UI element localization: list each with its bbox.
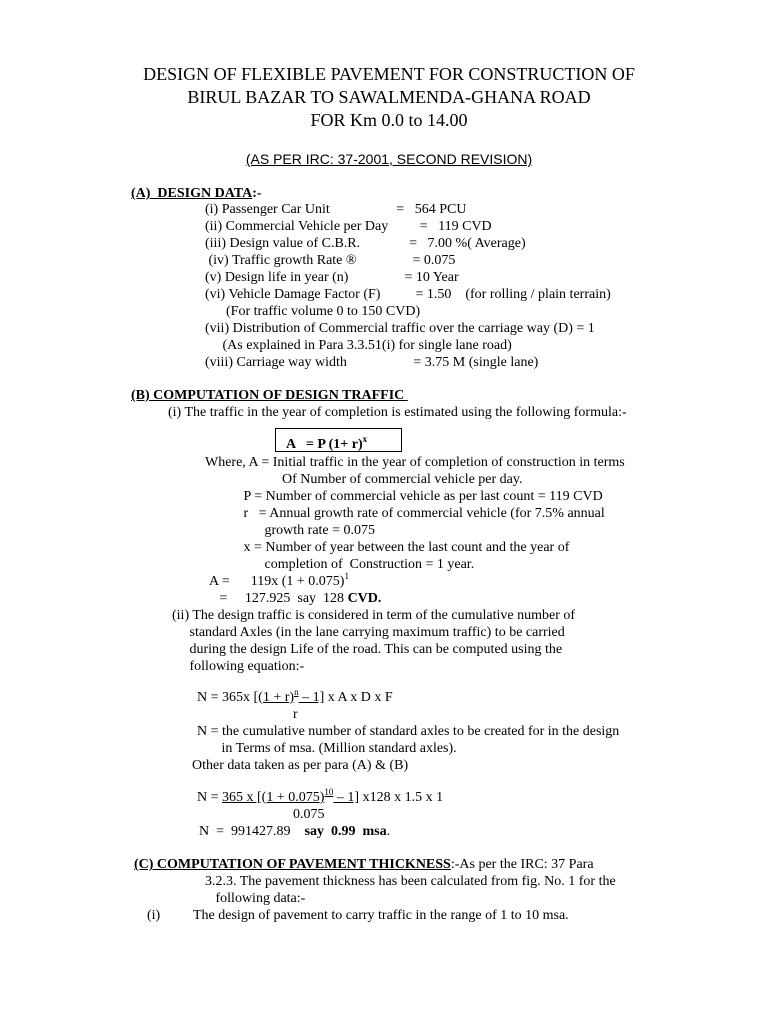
page-title-line-1: DESIGN OF FLEXIBLE PAVEMENT FOR CONSTRUCTION OF bbox=[143, 64, 635, 84]
traffic-formula-exponent: x bbox=[362, 434, 368, 444]
design-data-row: (As explained in Para 3.3.51(i) for single lane road) bbox=[205, 338, 512, 353]
section-c-item-text: The design of pavement to carry traffic in the range of 1 to 10 msa. bbox=[193, 908, 569, 923]
section-c-heading-text: (C) COMPUTATION OF PAVEMENT THICKNESS bbox=[134, 857, 451, 872]
calc-line-1-text: A = 119x (1 + 0.075) bbox=[209, 574, 345, 589]
axle-calculation bbox=[197, 787, 444, 806]
where-line: Of Number of commercial vehicle per day. bbox=[205, 472, 523, 487]
design-data-row: (For traffic volume 0 to 150 CVD) bbox=[205, 304, 421, 319]
traffic-formula-text: A = P (1+ r) bbox=[286, 437, 363, 452]
axle-equation-denominator: r bbox=[293, 707, 298, 722]
design-data-row: (vii) Distribution of Commercial traffic over the carriage way (D) = 1 bbox=[205, 321, 595, 336]
axle-result-msa: say 0.99 msa bbox=[304, 824, 387, 839]
where-line: completion of Construction = 1 year. bbox=[205, 557, 475, 572]
para-ii-line: standard Axles (in the lane carrying maximum traffic) to be carried bbox=[172, 625, 565, 640]
calc-line-2-text: = 127.925 say 128 bbox=[209, 591, 348, 606]
design-data-row: (i) Passenger Car Unit = 564 PCU bbox=[205, 202, 467, 217]
axle-calculation-prefix: N = bbox=[197, 790, 223, 805]
page-title-line-2: BIRUL BAZAR TO SAWALMENDA-GHANA ROAD bbox=[187, 87, 591, 107]
section-c-line-3: following data:- bbox=[205, 891, 306, 906]
section-a-heading-text: (A) DESIGN DATA bbox=[131, 186, 253, 201]
n-definition-line-1: N = the cumulative number of standard axles to be created for in the design bbox=[197, 724, 620, 739]
where-line: growth rate = 0.075 bbox=[205, 523, 376, 538]
axle-calculation-denominator: 0.075 bbox=[293, 807, 325, 822]
axle-calculation-suffix: x128 x 1.5 x 1 bbox=[359, 790, 444, 805]
section-b-intro: (i) The traffic in the year of completion is estimated using the following formula:- bbox=[168, 405, 627, 420]
where-line: Where, A = Initial traffic in the year of completion of construction in terms bbox=[205, 455, 625, 470]
axle-result bbox=[199, 824, 390, 840]
section-c-item-number: (i) bbox=[147, 908, 161, 923]
axle-equation-exponent: n bbox=[294, 687, 299, 697]
design-data-row: (viii) Carriage way width = 3.75 M (single lane) bbox=[205, 355, 539, 370]
axle-equation-numerator-a: [(1 + r) bbox=[253, 690, 295, 705]
section-c-heading bbox=[134, 857, 594, 873]
section-b-heading: (B) COMPUTATION OF DESIGN TRAFFIC bbox=[131, 388, 408, 403]
subtitle-text: (AS PER IRC: 37-2001, SECOND REVISION) bbox=[245, 151, 533, 167]
where-line: x = Number of year between the last count and the year of bbox=[205, 540, 570, 555]
axle-equation-suffix: x A x D x F bbox=[324, 690, 393, 705]
section-c-heading-suffix: :-As per the IRC: 37 Para bbox=[450, 857, 594, 872]
axle-equation bbox=[197, 687, 393, 706]
section-a-heading-suffix: :- bbox=[252, 186, 262, 201]
calc-line-1 bbox=[209, 571, 349, 590]
axle-equation-numerator-b: – 1] bbox=[298, 690, 325, 705]
para-ii-line: during the design Life of the road. This can be computed using the bbox=[172, 642, 563, 657]
axle-result-value: N = 991427.89 bbox=[199, 824, 305, 839]
other-data-line: Other data taken as per para (A) & (B) bbox=[192, 758, 409, 773]
design-data-row: (ii) Commercial Vehicle per Day = 119 CVD bbox=[205, 219, 492, 234]
section-a-heading bbox=[131, 186, 262, 202]
design-data-row: (iii) Design value of C.B.R. = 7.00 %( Average) bbox=[205, 236, 526, 251]
calc-line-2-unit: CVD. bbox=[347, 591, 382, 606]
design-data-row: (v) Design life in year (n) = 10 Year bbox=[205, 270, 459, 285]
where-line: P = Number of commercial vehicle as per last count = 119 CVD bbox=[205, 489, 603, 504]
para-ii-line: (ii) The design traffic is considered in term of the cumulative number of bbox=[172, 608, 576, 623]
n-definition-line-2: in Terms of msa. (Million standard axles). bbox=[197, 741, 457, 756]
axle-calculation-exponent: 10 bbox=[324, 787, 334, 797]
page-title-line-3: FOR Km 0.0 to 14.00 bbox=[310, 110, 468, 130]
calc-line-2 bbox=[209, 591, 381, 607]
axle-result-suffix: . bbox=[386, 824, 391, 839]
para-ii-line: following equation:- bbox=[172, 659, 305, 674]
page-subtitle bbox=[0, 151, 768, 167]
axle-equation-prefix: N = 365x bbox=[197, 690, 254, 705]
design-data-row: (iv) Traffic growth Rate ® = 0.075 bbox=[205, 253, 456, 268]
where-line: r = Annual growth rate of commercial vehicle (for 7.5% annual bbox=[205, 506, 605, 521]
section-c-line-2: 3.2.3. The pavement thickness has been calculated from fig. No. 1 for the bbox=[205, 874, 616, 889]
design-data-row: (vi) Vehicle Damage Factor (F) = 1.50 (for rolling / plain terrain) bbox=[205, 287, 611, 302]
traffic-formula bbox=[286, 434, 368, 453]
axle-calculation-numerator-b: – 1] bbox=[333, 790, 360, 805]
axle-calculation-numerator-a: 365 x [(1 + 0.075) bbox=[222, 790, 325, 805]
calc-line-1-exponent: 1 bbox=[344, 571, 349, 581]
